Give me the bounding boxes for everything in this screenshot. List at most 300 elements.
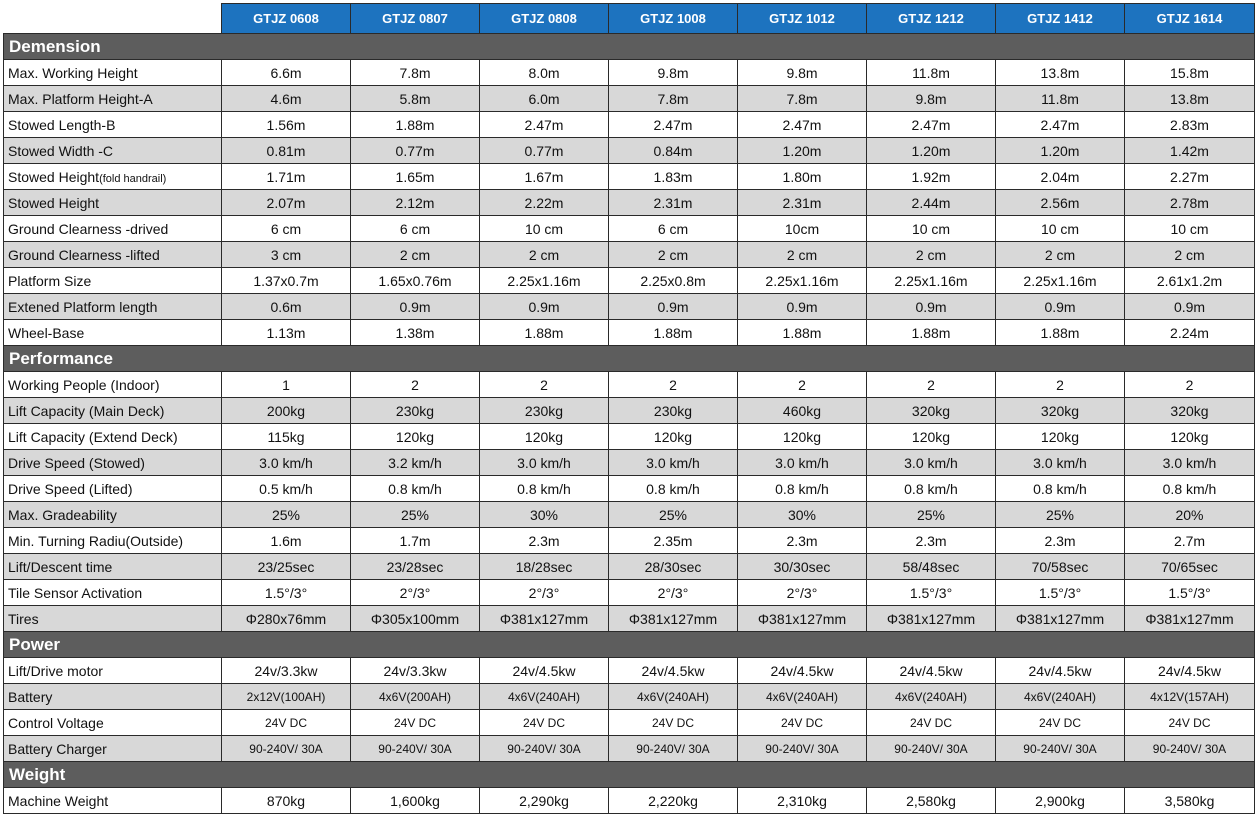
model-header: GTJZ 1008 bbox=[609, 4, 738, 34]
spec-value: 24V DC bbox=[1125, 710, 1255, 736]
spec-value: 70/65sec bbox=[1125, 554, 1255, 580]
spec-value: 2 bbox=[351, 372, 480, 398]
spec-value: 25% bbox=[222, 502, 351, 528]
spec-value: 1.65m bbox=[351, 164, 480, 190]
spec-value: 24v/4.5kw bbox=[609, 658, 738, 684]
spec-value: 2,310kg bbox=[738, 788, 867, 814]
spec-value: 1.5°/3° bbox=[867, 580, 996, 606]
spec-value: Φ381x127mm bbox=[996, 606, 1125, 632]
spec-value: 460kg bbox=[738, 398, 867, 424]
spec-value: 0.8 km/h bbox=[738, 476, 867, 502]
spec-value: 2.31m bbox=[738, 190, 867, 216]
spec-row bbox=[4, 580, 1255, 606]
spec-row bbox=[4, 294, 1255, 320]
spec-value: 1.38m bbox=[351, 320, 480, 346]
row-label bbox=[4, 736, 222, 762]
row-label bbox=[4, 658, 222, 684]
spec-value: 2.27m bbox=[1125, 164, 1255, 190]
spec-row bbox=[4, 60, 1255, 86]
spec-value: 3,580kg bbox=[1125, 788, 1255, 814]
spec-value: 120kg bbox=[351, 424, 480, 450]
spec-value: 24v/3.3kw bbox=[222, 658, 351, 684]
spec-value: 2 cm bbox=[867, 242, 996, 268]
spec-value: 90-240V/ 30A bbox=[1125, 736, 1255, 762]
spec-value: 4x12V(157AH) bbox=[1125, 684, 1255, 710]
spec-value: 4x6V(200AH) bbox=[351, 684, 480, 710]
section-header-row bbox=[4, 34, 1255, 60]
spec-value: 90-240V/ 30A bbox=[867, 736, 996, 762]
spec-value: 2 cm bbox=[351, 242, 480, 268]
spec-body bbox=[4, 34, 1255, 814]
spec-value: 13.8m bbox=[1125, 86, 1255, 112]
row-label-text: Ground Clearness -lifted bbox=[8, 246, 160, 263]
row-label-text: Stowed Width -C bbox=[8, 142, 114, 159]
spec-value: 320kg bbox=[996, 398, 1125, 424]
spec-row bbox=[4, 268, 1255, 294]
spec-value: 2.25x1.16m bbox=[867, 268, 996, 294]
spec-value: 4x6V(240AH) bbox=[480, 684, 609, 710]
row-label-text: Tires bbox=[8, 610, 39, 627]
spec-value: 2.25x1.16m bbox=[996, 268, 1125, 294]
row-label-text: Battery bbox=[8, 688, 53, 705]
spec-value: 2 bbox=[867, 372, 996, 398]
spec-value: 120kg bbox=[738, 424, 867, 450]
spec-value: 0.9m bbox=[609, 294, 738, 320]
spec-value: 230kg bbox=[351, 398, 480, 424]
spec-value: 6 cm bbox=[222, 216, 351, 242]
spec-value: 2.61x1.2m bbox=[1125, 268, 1255, 294]
spec-value: 24V DC bbox=[222, 710, 351, 736]
spec-value: 2 cm bbox=[1125, 242, 1255, 268]
spec-value: 11.8m bbox=[867, 60, 996, 86]
section-title: Power bbox=[4, 632, 1255, 658]
spec-value: 120kg bbox=[609, 424, 738, 450]
row-label bbox=[4, 320, 222, 346]
spec-row bbox=[4, 86, 1255, 112]
row-label-text: Control Voltage bbox=[8, 714, 104, 731]
spec-value: 30/30sec bbox=[738, 554, 867, 580]
spec-value: 25% bbox=[996, 502, 1125, 528]
row-label bbox=[4, 60, 222, 86]
model-header: GTJZ 1614 bbox=[1125, 4, 1255, 34]
row-label-text: Max. Gradeability bbox=[8, 506, 117, 523]
spec-value: 24V DC bbox=[996, 710, 1125, 736]
row-label-text: Extened Platform length bbox=[8, 298, 158, 315]
spec-value: 0.8 km/h bbox=[351, 476, 480, 502]
row-label bbox=[4, 268, 222, 294]
spec-value: 24v/3.3kw bbox=[351, 658, 480, 684]
row-label-text: Lift/Descent time bbox=[8, 558, 113, 575]
spec-value: 120kg bbox=[996, 424, 1125, 450]
spec-row bbox=[4, 476, 1255, 502]
row-label bbox=[4, 112, 222, 138]
row-label bbox=[4, 684, 222, 710]
spec-value: 13.8m bbox=[996, 60, 1125, 86]
spec-row bbox=[4, 164, 1255, 190]
row-label bbox=[4, 554, 222, 580]
spec-value: 24V DC bbox=[480, 710, 609, 736]
spec-value: 7.8m bbox=[609, 86, 738, 112]
spec-value: 7.8m bbox=[738, 86, 867, 112]
spec-value: 28/30sec bbox=[609, 554, 738, 580]
row-label-text: Lift/Drive motor bbox=[8, 662, 103, 679]
spec-value: 3.0 km/h bbox=[609, 450, 738, 476]
spec-row bbox=[4, 710, 1255, 736]
row-label bbox=[4, 294, 222, 320]
row-label bbox=[4, 190, 222, 216]
spec-value: 120kg bbox=[867, 424, 996, 450]
spec-value: 2 cm bbox=[480, 242, 609, 268]
spec-value: 24V DC bbox=[351, 710, 480, 736]
row-label-text: Stowed Height bbox=[8, 194, 100, 211]
spec-value: 90-240V/ 30A bbox=[351, 736, 480, 762]
row-label bbox=[4, 398, 222, 424]
spec-value: 90-240V/ 30A bbox=[609, 736, 738, 762]
spec-value: 2.78m bbox=[1125, 190, 1255, 216]
spec-value: 0.8 km/h bbox=[996, 476, 1125, 502]
spec-value: 115kg bbox=[222, 424, 351, 450]
spec-value: 2.56m bbox=[996, 190, 1125, 216]
spec-value: 5.8m bbox=[351, 86, 480, 112]
spec-value: 0.9m bbox=[1125, 294, 1255, 320]
spec-value: 320kg bbox=[1125, 398, 1255, 424]
spec-value: 9.8m bbox=[867, 86, 996, 112]
spec-row bbox=[4, 736, 1255, 762]
spec-value: 1.88m bbox=[480, 320, 609, 346]
spec-value: 2.22m bbox=[480, 190, 609, 216]
spec-value: 2.25x1.16m bbox=[738, 268, 867, 294]
spec-value: 1.88m bbox=[738, 320, 867, 346]
spec-value: 0.6m bbox=[222, 294, 351, 320]
spec-value: 15.8m bbox=[1125, 60, 1255, 86]
spec-value: 870kg bbox=[222, 788, 351, 814]
spec-value: 2.07m bbox=[222, 190, 351, 216]
spec-value: 2.3m bbox=[738, 528, 867, 554]
model-header: GTJZ 1412 bbox=[996, 4, 1125, 34]
model-header: GTJZ 1012 bbox=[738, 4, 867, 34]
spec-value: 1.20m bbox=[867, 138, 996, 164]
row-label bbox=[4, 216, 222, 242]
spec-value: 3.0 km/h bbox=[996, 450, 1125, 476]
spec-value: 0.8 km/h bbox=[1125, 476, 1255, 502]
spec-value: 25% bbox=[867, 502, 996, 528]
row-label-text: Stowed Length-B bbox=[8, 116, 116, 133]
row-label-text: Lift Capacity (Extend Deck) bbox=[8, 428, 178, 445]
spec-value: 200kg bbox=[222, 398, 351, 424]
spec-row bbox=[4, 606, 1255, 632]
spec-row bbox=[4, 528, 1255, 554]
spec-value: 1.5°/3° bbox=[222, 580, 351, 606]
spec-value: 24V DC bbox=[738, 710, 867, 736]
spec-value: 2.47m bbox=[867, 112, 996, 138]
row-label-text: Drive Speed (Stowed) bbox=[8, 454, 145, 471]
spec-value: 1.42m bbox=[1125, 138, 1255, 164]
spec-value: 10 cm bbox=[867, 216, 996, 242]
spec-value: Φ381x127mm bbox=[480, 606, 609, 632]
section-title: Performance bbox=[4, 346, 1255, 372]
model-header-row bbox=[4, 4, 1255, 34]
spec-value: 3.2 km/h bbox=[351, 450, 480, 476]
row-label bbox=[4, 86, 222, 112]
spec-value: 2.04m bbox=[996, 164, 1125, 190]
spec-table bbox=[3, 3, 1255, 814]
spec-value: 0.9m bbox=[867, 294, 996, 320]
spec-value: 24V DC bbox=[867, 710, 996, 736]
spec-value: 1.20m bbox=[996, 138, 1125, 164]
spec-value: 18/28sec bbox=[480, 554, 609, 580]
spec-value: 0.9m bbox=[351, 294, 480, 320]
spec-value: 0.9m bbox=[738, 294, 867, 320]
spec-value: Φ280x76mm bbox=[222, 606, 351, 632]
spec-value: 2.35m bbox=[609, 528, 738, 554]
spec-value: 2°/3° bbox=[609, 580, 738, 606]
spec-value: 6.6m bbox=[222, 60, 351, 86]
spec-value: 0.8 km/h bbox=[609, 476, 738, 502]
spec-value: Φ381x127mm bbox=[738, 606, 867, 632]
row-label bbox=[4, 450, 222, 476]
spec-value: 24V DC bbox=[609, 710, 738, 736]
row-label bbox=[4, 476, 222, 502]
spec-value: 58/48sec bbox=[867, 554, 996, 580]
spec-row bbox=[4, 424, 1255, 450]
spec-value: 2x12V(100AH) bbox=[222, 684, 351, 710]
spec-value: 25% bbox=[351, 502, 480, 528]
spec-value: 4x6V(240AH) bbox=[996, 684, 1125, 710]
row-label-text: Ground Clearness -drived bbox=[8, 220, 169, 237]
spec-value: 2,220kg bbox=[609, 788, 738, 814]
model-header: GTJZ 0808 bbox=[480, 4, 609, 34]
spec-value: 4x6V(240AH) bbox=[609, 684, 738, 710]
spec-value: 6 cm bbox=[609, 216, 738, 242]
spec-value: 24v/4.5kw bbox=[738, 658, 867, 684]
spec-value: 0.8 km/h bbox=[480, 476, 609, 502]
row-label-text: Battery Charger bbox=[8, 740, 107, 757]
spec-value: 2 bbox=[1125, 372, 1255, 398]
spec-value: 90-240V/ 30A bbox=[222, 736, 351, 762]
spec-value: 2.44m bbox=[867, 190, 996, 216]
model-header: GTJZ 1212 bbox=[867, 4, 996, 34]
row-label bbox=[4, 606, 222, 632]
spec-value: 4x6V(240AH) bbox=[867, 684, 996, 710]
spec-value: 1.88m bbox=[867, 320, 996, 346]
spec-value: 2.3m bbox=[867, 528, 996, 554]
spec-value: 2,580kg bbox=[867, 788, 996, 814]
spec-value: 2.83m bbox=[1125, 112, 1255, 138]
spec-value: 90-240V/ 30A bbox=[480, 736, 609, 762]
spec-value: 2 bbox=[738, 372, 867, 398]
spec-row bbox=[4, 684, 1255, 710]
spec-value: 0.77m bbox=[480, 138, 609, 164]
spec-value: 24v/4.5kw bbox=[480, 658, 609, 684]
spec-value: 4.6m bbox=[222, 86, 351, 112]
row-label bbox=[4, 424, 222, 450]
row-label-text: Drive Speed (Lifted) bbox=[8, 480, 133, 497]
spec-value: 10 cm bbox=[1125, 216, 1255, 242]
spec-value: Φ381x127mm bbox=[609, 606, 738, 632]
spec-value: 1.5°/3° bbox=[1125, 580, 1255, 606]
spec-value: 4x6V(240AH) bbox=[738, 684, 867, 710]
section-title: Demension bbox=[4, 34, 1255, 60]
spec-value: 2.31m bbox=[609, 190, 738, 216]
section-title: Weight bbox=[4, 762, 1255, 788]
model-header: GTJZ 0608 bbox=[222, 4, 351, 34]
spec-value: 2.25x1.16m bbox=[480, 268, 609, 294]
spec-value: 8.0m bbox=[480, 60, 609, 86]
spec-value: 3.0 km/h bbox=[738, 450, 867, 476]
model-header: GTJZ 0807 bbox=[351, 4, 480, 34]
spec-value: 2.47m bbox=[609, 112, 738, 138]
spec-value: 30% bbox=[480, 502, 609, 528]
spec-value: 2.3m bbox=[480, 528, 609, 554]
row-label-text: Lift Capacity (Main Deck) bbox=[8, 402, 165, 419]
spec-row bbox=[4, 788, 1255, 814]
spec-value: 2.47m bbox=[738, 112, 867, 138]
spec-value: 0.77m bbox=[351, 138, 480, 164]
spec-value: 1.88m bbox=[996, 320, 1125, 346]
spec-value: 320kg bbox=[867, 398, 996, 424]
spec-row bbox=[4, 320, 1255, 346]
spec-value: 20% bbox=[1125, 502, 1255, 528]
spec-value: 3.0 km/h bbox=[222, 450, 351, 476]
row-label bbox=[4, 710, 222, 736]
spec-value: 2.12m bbox=[351, 190, 480, 216]
spec-value: 2,290kg bbox=[480, 788, 609, 814]
spec-value: 1.5°/3° bbox=[996, 580, 1125, 606]
spec-value: 2.47m bbox=[480, 112, 609, 138]
spec-row bbox=[4, 242, 1255, 268]
spec-value: 1.6m bbox=[222, 528, 351, 554]
spec-value: 9.8m bbox=[738, 60, 867, 86]
spec-value: 2,900kg bbox=[996, 788, 1125, 814]
row-label bbox=[4, 242, 222, 268]
spec-value: 1.80m bbox=[738, 164, 867, 190]
spec-value: 0.9m bbox=[480, 294, 609, 320]
spec-value: 1.92m bbox=[867, 164, 996, 190]
section-header-row bbox=[4, 346, 1255, 372]
spec-value: 2°/3° bbox=[738, 580, 867, 606]
row-label-text: Tile Sensor Activation bbox=[8, 584, 143, 601]
row-label-text: Wheel-Base bbox=[8, 324, 85, 341]
spec-value: 10cm bbox=[738, 216, 867, 242]
spec-value: 6 cm bbox=[351, 216, 480, 242]
spec-value: 1.20m bbox=[738, 138, 867, 164]
spec-value: 0.9m bbox=[996, 294, 1125, 320]
spec-value: 2.3m bbox=[996, 528, 1125, 554]
spec-value: 0.84m bbox=[609, 138, 738, 164]
row-label-text: Max. Working Height bbox=[8, 64, 138, 81]
row-label bbox=[4, 164, 222, 190]
row-label-text: Machine Weight bbox=[8, 792, 109, 809]
spec-value: 2.24m bbox=[1125, 320, 1255, 346]
row-label bbox=[4, 372, 222, 398]
spec-value: 2 bbox=[480, 372, 609, 398]
spec-value: 1.13m bbox=[222, 320, 351, 346]
spec-row bbox=[4, 450, 1255, 476]
spec-value: 24v/4.5kw bbox=[996, 658, 1125, 684]
spec-value: 2 cm bbox=[738, 242, 867, 268]
section-header-row bbox=[4, 632, 1255, 658]
spec-row bbox=[4, 502, 1255, 528]
spec-value: Φ381x127mm bbox=[867, 606, 996, 632]
row-label bbox=[4, 528, 222, 554]
spec-value: 3.0 km/h bbox=[1125, 450, 1255, 476]
spec-value: 1,600kg bbox=[351, 788, 480, 814]
spec-value: 1.56m bbox=[222, 112, 351, 138]
spec-value: 10 cm bbox=[480, 216, 609, 242]
spec-value: 0.5 km/h bbox=[222, 476, 351, 502]
spec-value: 0.8 km/h bbox=[867, 476, 996, 502]
spec-value: 2 cm bbox=[996, 242, 1125, 268]
spec-value: 1.88m bbox=[609, 320, 738, 346]
row-label-text: Platform Size bbox=[8, 272, 92, 289]
row-label bbox=[4, 502, 222, 528]
spec-value: 3.0 km/h bbox=[867, 450, 996, 476]
spec-row bbox=[4, 658, 1255, 684]
spec-value: 7.8m bbox=[351, 60, 480, 86]
spec-value: 25% bbox=[609, 502, 738, 528]
spec-value: 2°/3° bbox=[480, 580, 609, 606]
header-corner bbox=[4, 4, 222, 34]
spec-value: 1.7m bbox=[351, 528, 480, 554]
spec-value: 2°/3° bbox=[351, 580, 480, 606]
row-label bbox=[4, 138, 222, 164]
spec-row bbox=[4, 112, 1255, 138]
spec-value: 10 cm bbox=[996, 216, 1125, 242]
spec-value: 30% bbox=[738, 502, 867, 528]
spec-value: 1 bbox=[222, 372, 351, 398]
spec-row bbox=[4, 216, 1255, 242]
spec-value: 2 bbox=[609, 372, 738, 398]
spec-value: 23/28sec bbox=[351, 554, 480, 580]
spec-value: 2 cm bbox=[609, 242, 738, 268]
spec-value: 0.81m bbox=[222, 138, 351, 164]
row-label-text: Working People (Indoor) bbox=[8, 376, 160, 393]
spec-row bbox=[4, 138, 1255, 164]
spec-row bbox=[4, 190, 1255, 216]
spec-value: 1.65x0.76m bbox=[351, 268, 480, 294]
spec-value: 3 cm bbox=[222, 242, 351, 268]
spec-row bbox=[4, 398, 1255, 424]
spec-value: 6.0m bbox=[480, 86, 609, 112]
row-label-suffix: (fold handrail) bbox=[99, 172, 167, 185]
spec-value: 90-240V/ 30A bbox=[738, 736, 867, 762]
row-label-text: Stowed Height bbox=[8, 168, 100, 185]
spec-value: 24v/4.5kw bbox=[1125, 658, 1255, 684]
spec-value: 1.71m bbox=[222, 164, 351, 190]
row-label bbox=[4, 580, 222, 606]
spec-value: 2.25x0.8m bbox=[609, 268, 738, 294]
row-label-text: Min. Turning Radiu(Outside) bbox=[8, 532, 184, 549]
spec-value: 90-240V/ 30A bbox=[996, 736, 1125, 762]
spec-value: 2 bbox=[996, 372, 1125, 398]
spec-value: 1.67m bbox=[480, 164, 609, 190]
spec-value: 120kg bbox=[480, 424, 609, 450]
spec-value: 11.8m bbox=[996, 86, 1125, 112]
spec-value: Φ305x100mm bbox=[351, 606, 480, 632]
spec-value: 70/58sec bbox=[996, 554, 1125, 580]
spec-value: 1.88m bbox=[351, 112, 480, 138]
spec-value: 230kg bbox=[609, 398, 738, 424]
row-label-text: Max. Platform Height-A bbox=[8, 90, 153, 107]
spec-value: 23/25sec bbox=[222, 554, 351, 580]
section-header-row bbox=[4, 762, 1255, 788]
spec-value: 230kg bbox=[480, 398, 609, 424]
spec-value: 1.37x0.7m bbox=[222, 268, 351, 294]
spec-value: 1.83m bbox=[609, 164, 738, 190]
spec-value: 2.47m bbox=[996, 112, 1125, 138]
spec-value: Φ381x127mm bbox=[1125, 606, 1255, 632]
spec-row bbox=[4, 554, 1255, 580]
